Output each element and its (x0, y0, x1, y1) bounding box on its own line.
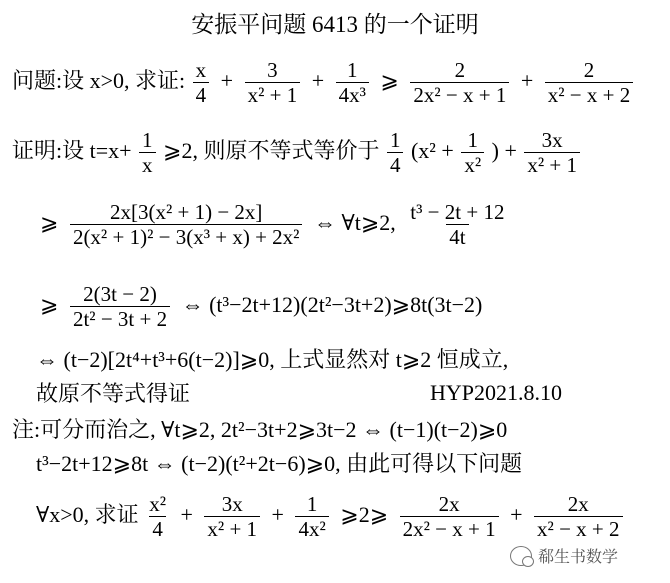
proof-frac-3x: $\frac{3x}{\text{x² + 1}}$ (524, 128, 580, 178)
note-line-3: ∀x>0, 求证 $\frac{\text{x²}}{4}$ + $\frac{3x}{\text{x² + 1}}$ + $\frac{1}{\text{4x²}}$ ⩾2⩾ $\frac{2x}{\text{2x² − x + 1}}$ + $\frac{2x}{\text{x² − x + 2}}$ (36, 492, 625, 542)
problem-prefix: 问题:设 x>0, 求证: (12, 68, 186, 94)
page-title: 安振平问题 6413 的一个证明 (191, 12, 479, 37)
watermark: 郗生书数学 (510, 544, 618, 567)
problem-rhs-frac-2: $\frac{2}{\text{x² − x + 2}}$ (545, 58, 633, 108)
proof-line-2: ⩾ $\frac{\text{2x[3(x² + 1) − 2x]}}{\text{2(x² + 1)² − 3(x³ + x) + 2x²}}$ ⇔ ∀t⩾2, $\frac{\text{t³ − 2t + 12}}{4t}$ (36, 200, 509, 250)
proof-big-frac: $\frac{\text{2x[3(x² + 1) − 2x]}}{\text{2(x² + 1)² − 3(x³ + x) + 2x²}}$ (70, 200, 303, 250)
problem-lhs-frac-3: $\frac{1}{\text{4x³}}$ (336, 58, 369, 108)
proof-frac-3t: $\frac{2(3t - 2)}{\text{2t² − 3t + 2}}$ (70, 282, 170, 332)
note-rhs-frac-1: $\frac{2x}{\text{2x² − x + 1}}$ (400, 492, 499, 542)
note-line-2: t³−2t+12⩾8t ⇔ (t−2)(t²+2t−6)⩾0, 由此可得以下问题 (36, 451, 523, 476)
note-lhs-frac-1: $\frac{\text{x²}}{4}$ (149, 492, 166, 542)
proof-line-5: 故原不等式得证 (36, 381, 191, 406)
wechat-icon (510, 546, 532, 566)
note-line-1: 注:可分而治之, ∀t⩾2, 2t²−3t+2⩾3t−2 ⇔ (t−1)(t−2)⩾0 (12, 417, 508, 442)
proof-line-4: ⇔ (t−2)[2t⁴+t³+6(t−2)]⩾0, 上式显然对 t⩾2 恒成立, (36, 347, 509, 372)
problem-lhs-frac-2: $\frac{3}{\text{x² + 1}}$ (245, 58, 301, 108)
proof-line-3: ⩾ $\frac{2(3t - 2)}{\text{2t² − 3t + 2}}$ ⇔ (t³−2t+12)(2t²−3t+2)⩾8t(3t−2) (40, 282, 483, 332)
problem-rhs-frac-1: $\frac{2}{\text{2x² − x + 1}}$ (410, 58, 509, 108)
problem-lhs-frac-1: $\frac{x}{4}$ (193, 58, 210, 108)
proof-frac-1-over-x: $\frac{1}{x}$ (139, 128, 156, 178)
proof-frac-1-over-x2: $\frac{1}{\text{x²}}$ (461, 128, 484, 178)
signature: HYP2021.8.10 (430, 380, 563, 405)
note-rhs-frac-2: $\frac{2x}{\text{x² − x + 2}}$ (534, 492, 622, 542)
problem-line: 问题:设 x>0, 求证: $\frac{x}{4}$ + $\frac{3}{\text{x² + 1}}$ + $\frac{1}{\text{4x³}}$ ⩾ $\frac{2}{\text{2x² − x + 1}}$ + $\frac{2}{\text{x² − x + 2}}$ (12, 58, 635, 108)
proof-frac-quarter: $\frac{1}{4}$ (387, 128, 404, 178)
note-lhs-frac-3: $\frac{1}{\text{4x²}}$ (295, 492, 328, 542)
proof-frac-t: $\frac{\text{t³ − 2t + 12}}{4t}$ (410, 200, 505, 250)
proof-line-1: 证明:设 t=x+ $\frac{1}{x}$ ⩾2, 则原不等式等价于 $\frac{1}{4}$ (x² + $\frac{1}{\text{x²}}$ ) + $\frac{3x}{\text{x² + 1}}$ (12, 128, 582, 178)
note-lhs-frac-2: $\frac{3x}{\text{x² + 1}}$ (204, 492, 260, 542)
